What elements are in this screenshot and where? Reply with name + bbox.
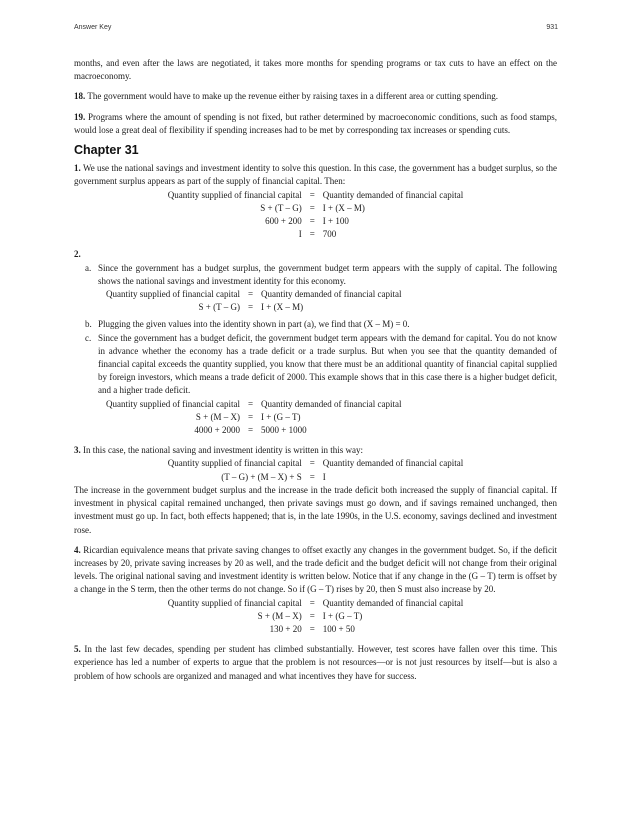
equation-row (104, 424, 404, 437)
equation-row (166, 471, 466, 484)
answer-text: In the last few decades, spending per student has climbed substantially. However, test scores have fallen over this time. This experience has led a number of experts to argue that the problem is not resources—or is not just resources by itself—but is also a problem of how schools are organized and managed and what incentives they have for success. (74, 644, 557, 681)
equals-sign: = (309, 458, 315, 469)
page-number: 931 (546, 24, 558, 31)
equation-left: 4000 + 2000 (194, 425, 240, 436)
equation-row (166, 597, 466, 610)
equation-right: I + (X – M) (261, 302, 304, 313)
answer-number: 19. (74, 111, 86, 122)
sub-label: c. (85, 332, 92, 343)
equation-left: Quantity supplied of financial capital (167, 597, 302, 608)
equation-row (104, 398, 404, 411)
equation-right: I + 100 (322, 216, 349, 227)
answer-2 (74, 248, 557, 261)
equals-sign: = (309, 216, 315, 227)
equation-right: I + (G – T) (261, 411, 301, 422)
answer-text: Programs where the amount of spending is not fixed, but rather determined by macroeconomic conditions, such as food stamps, would lose a great deal of flexibility if spending increases had to be met by corresponding tax increases or spending cuts. (74, 111, 557, 135)
answer-19 (74, 111, 557, 137)
identity-equation (104, 398, 404, 438)
answer-text: In this case, the national saving and investment identity is written in this way: (83, 445, 363, 456)
answer-4 (74, 544, 557, 597)
equation-right: Quantity demanded of financial capital (322, 458, 464, 469)
identity-equation (104, 288, 404, 314)
equation-right: 100 + 50 (322, 623, 355, 634)
sub-label: a. (85, 262, 92, 273)
sub-text: Since the government has a budget surplus, the government budget term appears with the supply of capital. The following shows the national savings and investment identity for this economy. (98, 262, 557, 286)
equation-row (166, 623, 466, 636)
equation-row (166, 202, 466, 215)
equation-right: I (322, 471, 326, 482)
equation-row (104, 411, 404, 424)
identity-equation (166, 189, 466, 242)
equals-sign: = (247, 425, 254, 436)
equation-left: 130 + 20 (269, 623, 302, 634)
answer-2a (74, 262, 557, 288)
answer-2b (74, 318, 557, 331)
sub-label: b. (85, 319, 92, 330)
equals-sign: = (247, 302, 254, 313)
answer-number: 2. (74, 249, 81, 260)
answer-5 (74, 643, 557, 683)
answer-number: 18. (74, 91, 86, 102)
equation-left: I (298, 229, 302, 240)
answer-1 (74, 162, 557, 188)
answer-number: 4. (74, 544, 81, 555)
sub-text: Plugging the given values into the identity shown in part (a), we find that (X – M) = 0. (98, 319, 410, 330)
equals-sign: = (309, 471, 315, 482)
answer-3 (74, 444, 557, 457)
equation-right: Quantity demanded of financial capital (261, 398, 402, 409)
equation-row (104, 288, 404, 301)
equation-left: Quantity supplied of financial capital (167, 189, 302, 200)
identity-equation (166, 457, 466, 483)
equals-sign: = (247, 411, 254, 422)
answer-text: We use the national savings and investment identity to solve this question. In this case, the government has a budget surplus, so the government surplus appears as part of the supply of financial capital. Then: (74, 163, 557, 187)
answer-18 (74, 90, 557, 103)
equation-right: I + (G – T) (322, 610, 363, 621)
equation-left: S + (M – X) (195, 411, 240, 422)
equation-row (166, 215, 466, 228)
identity-equation (166, 597, 466, 637)
equation-right: Quantity demanded of financial capital (261, 289, 402, 300)
equation-left: (T – G) + (M – X) + S (221, 471, 302, 482)
answer-number: 3. (74, 445, 81, 456)
equals-sign: = (309, 623, 315, 634)
equals-sign: = (309, 597, 315, 608)
equation-left: Quantity supplied of financial capital (106, 398, 240, 409)
answer-text: Ricardian equivalence means that private saving changes to offset exactly any changes in the government budget. So, if the deficit increases by 20, private saving increases by 20 as well, and the trade deficit and the budget deficit will not change from their original levels. The original national saving and investment identity is written below. Notice that if any change in the (G – T) term is offset by a change in the S term, then the other terms do not change. So if (G – T) rises by 20, then S must also increase by 20. (74, 544, 558, 595)
answer-number: 5. (74, 644, 81, 655)
equation-right: Quantity demanded of financial capital (322, 189, 464, 200)
sub-text: Since the government has a budget deficit, the government budget term appears with the demand for capital. You do not know in advance whether the economy has a trade deficit or a trade surplus. But when you see that the quantity demanded of financial capital exceeds the quantity supplied, you know that there must be an additional quantity of financial capital supplied by foreign investors, which means a trade deficit of 2000. This example shows that in this case there is a higher budget deficit, and a higher trade deficit. (98, 332, 557, 396)
intro-paragraph: months, and even after the laws are negotiated, it takes more months for spending programs or tax cuts to have an effect on the macroeconomy. (74, 58, 557, 82)
answer-2c (74, 332, 557, 398)
equation-left: 600 + 200 (265, 216, 302, 227)
equation-right: Quantity demanded of financial capital (322, 597, 464, 608)
page-body (74, 57, 557, 683)
equation-right: 5000 + 1000 (261, 425, 307, 436)
equals-sign: = (309, 229, 315, 240)
equation-row (104, 301, 404, 314)
answer-2c-equation-wrap (104, 398, 557, 438)
equation-row (166, 610, 466, 623)
equation-left: Quantity supplied of financial capital (167, 458, 302, 469)
equation-left: S + (T – G) (198, 302, 240, 313)
equals-sign: = (309, 610, 315, 621)
equation-row (166, 189, 466, 202)
answer-3-explanation: The increase in the government budget surplus and the increase in the trade deficit both increased the supply of financial capital. If investment in physical capital remained unchanged, then private savings must go down, and if savings remained unchanged, then investment must go up. In fact, both effects happened; that is, in the late 1990s, in the U.S. economy, savings declined and investment rose. (74, 484, 557, 535)
equation-right: I + (X – M) (322, 202, 365, 213)
answer-2a-equation-wrap (104, 288, 557, 314)
equation-left: S + (T – G) (260, 202, 302, 213)
equals-sign: = (247, 398, 254, 409)
equation-row (166, 457, 466, 470)
equation-right: 700 (322, 229, 337, 240)
equation-row (166, 228, 466, 241)
equals-sign: = (247, 289, 254, 300)
chapter-heading: Chapter 31 (74, 143, 139, 158)
answer-number: 1. (74, 163, 81, 174)
running-header: Answer Key (74, 24, 112, 31)
equals-sign: = (309, 189, 315, 200)
answer-text: The government would have to make up the revenue either by raising taxes in a different area or cutting spending. (87, 91, 499, 102)
equals-sign: = (309, 202, 315, 213)
equation-left: S + (M – X) (257, 610, 302, 621)
equation-left: Quantity supplied of financial capital (106, 289, 240, 300)
